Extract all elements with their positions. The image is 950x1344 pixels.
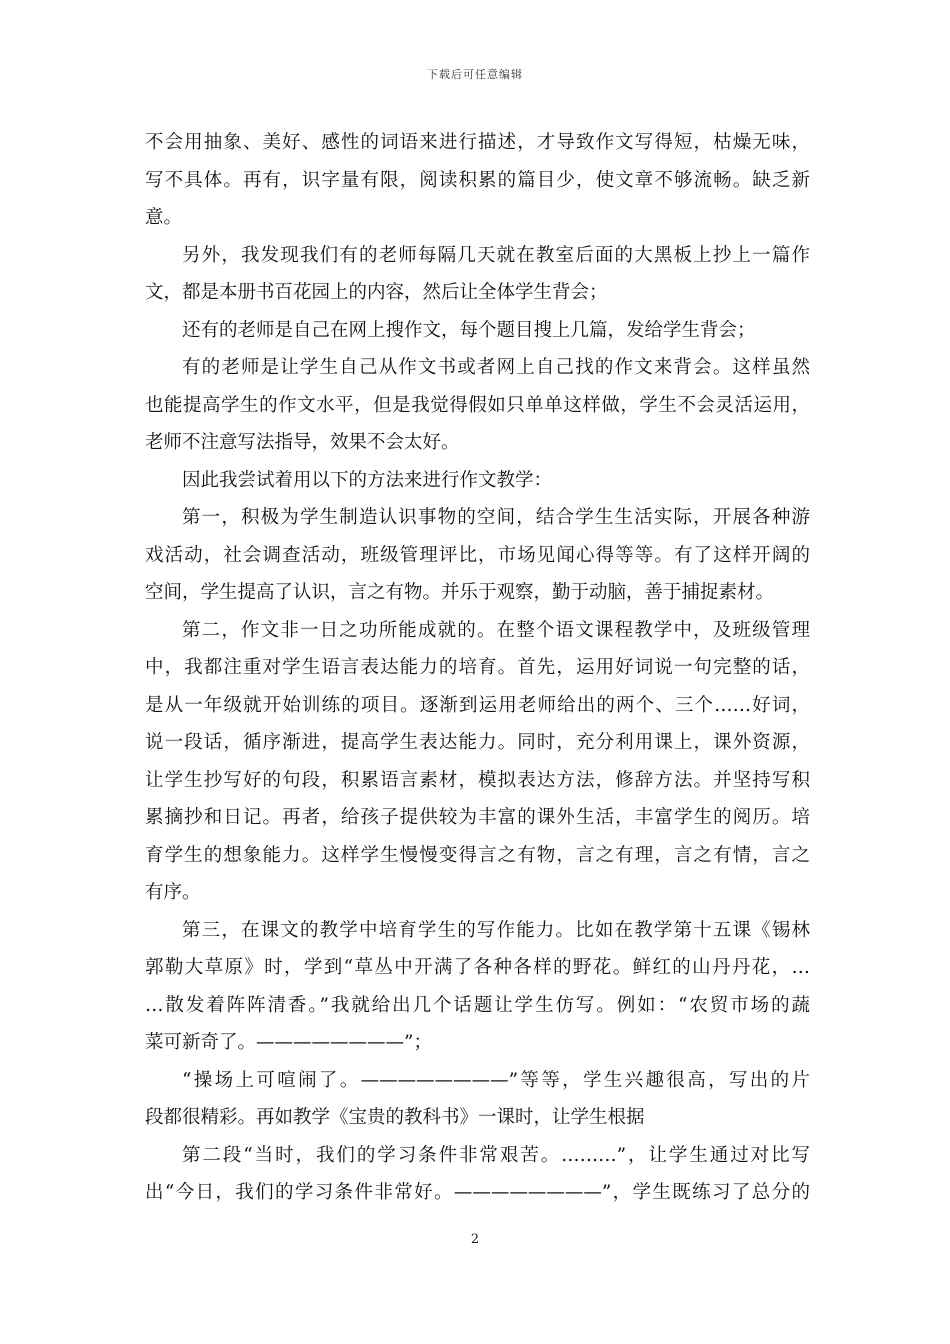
text-line: 有序。 bbox=[145, 882, 201, 903]
text-line: 中，我都注重对学生语言表达能力的培育。首先，运用好词说一句完整的话， bbox=[145, 657, 810, 678]
text-line: 是从一年级就开始训练的项目。逐渐到运用老师给出的两个、三个……好词， bbox=[145, 694, 810, 716]
text-line: 第一，积极为学生制造认识事物的空间，结合学生生活实际，开展各种游 bbox=[182, 507, 810, 528]
text-line: 让学生抄写好的句段，积累语言素材，模拟表达方法，修辞方法。并坚持写积 bbox=[145, 769, 810, 791]
text-line: 郭勒大草原》时，学到“草丛中开满了各种各样的野花。鲜红的山丹丹花，… bbox=[145, 957, 810, 978]
text-line: …散发着阵阵清香。”我就给出几个话题让学生仿写。例如：“农贸市场的蔬 bbox=[145, 994, 810, 1016]
text-line: 另外，我发现我们有的老师每隔几天就在教室后面的大黑板上抄上一篇作 bbox=[182, 244, 810, 266]
text-line: 段都很精彩。再如教学《宝贵的教科书》一课时，让学生根据 bbox=[145, 1107, 645, 1128]
page-header: 下载后可任意编辑 bbox=[427, 68, 523, 81]
text-line: 有的老师是让学生自己从作文书或者网上自己找的作文来背会。这样虽然 bbox=[182, 357, 810, 378]
text-line: 意。 bbox=[145, 207, 183, 228]
text-line: 文，都是本册书百花园上的内容，然后让全体学生背会； bbox=[145, 282, 608, 303]
text-line: 第二段“当时，我们的学习条件非常艰苦。………”，让学生通过对比写 bbox=[182, 1144, 810, 1166]
text-line: 育学生的想象能力。这样学生慢慢变得言之有物，言之有理，言之有情，言之 bbox=[145, 844, 810, 866]
text-line: 出“今日，我们的学习条件非常好。————————”，学生既练习了总分的 bbox=[145, 1182, 810, 1203]
text-line: 第二，作文非一日之功所能成就的。在整个语文课程教学中，及班级管理 bbox=[182, 619, 810, 641]
text-line: “操场上可喧闹了。————————”等等，学生兴趣很高，写出的片 bbox=[182, 1069, 810, 1091]
text-line: 因此我尝试着用以下的方法来进行作文教学： bbox=[182, 469, 553, 491]
text-line: 累摘抄和日记。再者，给孩子提供较为丰富的课外生活，丰富学生的阅历。培 bbox=[145, 807, 810, 828]
text-line: 说一段话，循序渐进，提高学生表达能力。同时，充分利用课上，课外资源， bbox=[145, 732, 810, 753]
text-line: 空间，学生提高了认识，言之有物。并乐于观察，勤于动脑，善于捕捉素材。 bbox=[145, 582, 775, 603]
text-line: 也能提高学生的作文水平，但是我觉得假如只单单这样做，学生不会灵活运用， bbox=[145, 394, 810, 416]
text-line: 第三，在课文的教学中培育学生的写作能力。比如在教学第十五课《锡林 bbox=[182, 919, 810, 941]
text-line: 戏活动，社会调查活动，班级管理评比，市场见闻心得等等。有了这样开阔的 bbox=[145, 544, 810, 566]
text-line: 菜可新奇了。————————”； bbox=[145, 1032, 432, 1053]
text-line: 写不具体。再有，识字量有限，阅读积累的篇目少，使文章不够流畅。缺乏新 bbox=[145, 169, 810, 191]
page-number: 2 bbox=[470, 1232, 480, 1247]
text-line: 不会用抽象、美好、感性的词语来进行描述，才导致作文写得短，枯燥无味， bbox=[145, 132, 810, 153]
text-line: 老师不注意写法指导，效果不会太好。 bbox=[145, 432, 460, 453]
text-line: 还有的老师是自己在网上搜作文，每个题目搜上几篇，发给学生背会； bbox=[182, 319, 756, 341]
document-body bbox=[145, 124, 810, 1212]
